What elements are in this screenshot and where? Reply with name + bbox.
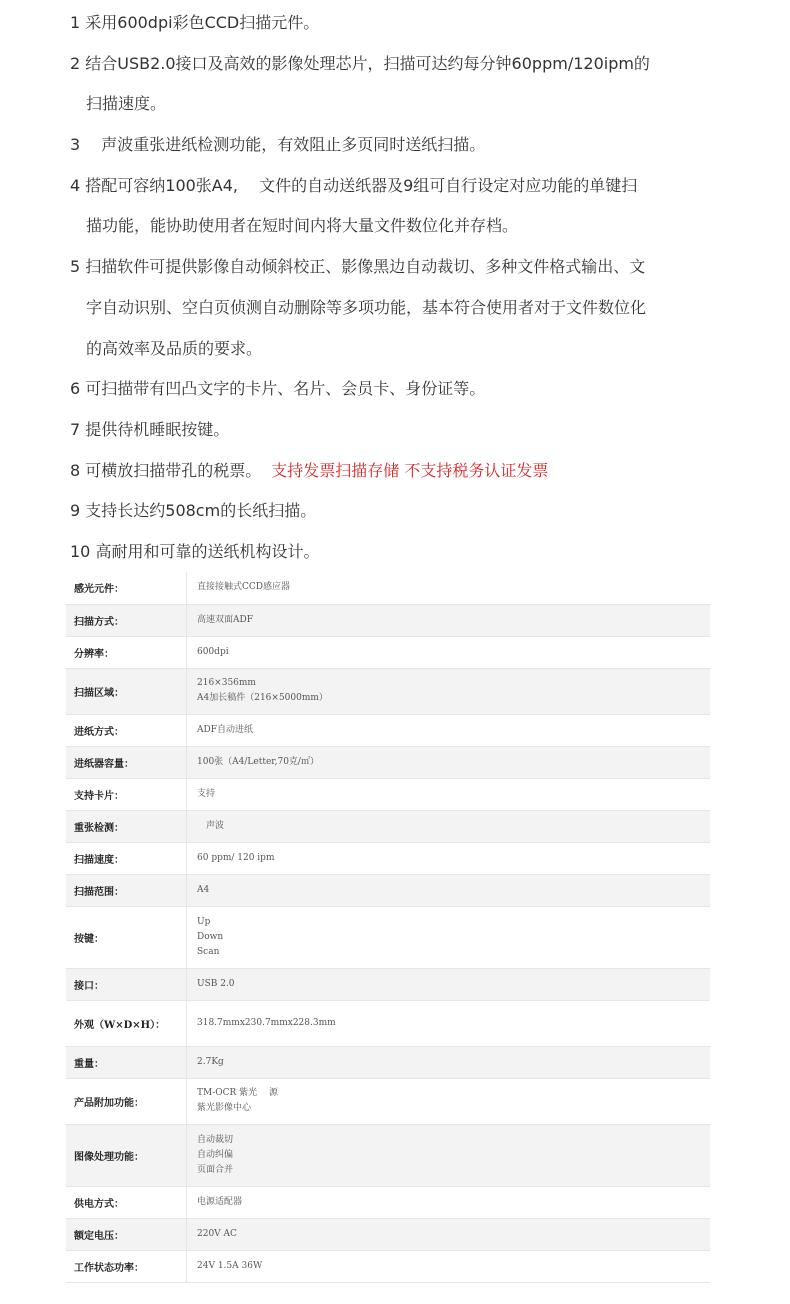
spec-value-line: 页面合并 — [197, 1164, 234, 1175]
spec-row — [66, 668, 710, 714]
feature-text: 1 采用600dpi彩色CCD扫描元件。 — [70, 13, 320, 32]
spec-row — [66, 746, 710, 778]
spec-row — [66, 778, 710, 810]
feature-line — [70, 132, 710, 173]
feature-line — [70, 458, 710, 499]
spec-value — [187, 1124, 711, 1186]
spec-row — [66, 1186, 710, 1218]
feature-item — [70, 458, 710, 499]
spec-row — [66, 842, 710, 874]
spec-value — [187, 810, 711, 842]
feature-line — [70, 173, 710, 214]
spec-value — [187, 1078, 711, 1124]
spec-value — [187, 906, 711, 968]
feature-line — [70, 498, 710, 539]
spec-value-line: 60 ppm/ 120 ipm — [197, 852, 275, 863]
spec-row — [66, 1250, 710, 1282]
spec-row — [66, 874, 710, 906]
feature-text: 描功能，能协助使用者在短时间内将大量文件数位化并存档。 — [86, 216, 519, 236]
spec-value-line: 高速双面ADF — [197, 614, 253, 625]
spec-label: 工作状态功率： — [66, 1250, 187, 1282]
spec-row — [66, 572, 710, 604]
spec-value-line: 紫光影像中心 — [197, 1103, 252, 1113]
spec-row — [66, 906, 710, 968]
spec-value — [187, 1000, 711, 1046]
invoice-note: 支持发票扫描存储 不支持税务认证发票 — [271, 460, 549, 480]
spec-value — [187, 1186, 711, 1218]
spec-value — [187, 604, 711, 636]
spec-label: 扫描范围： — [66, 874, 187, 906]
spec-value — [187, 572, 711, 604]
spec-value — [187, 778, 711, 810]
spec-value-line: 100张（A4/Letter,70克/㎡） — [197, 756, 319, 767]
feature-line — [70, 91, 710, 132]
spec-value-line: 24V 1.5A 36W — [197, 1260, 263, 1271]
spec-value — [187, 842, 711, 874]
feature-text: 9 支持长达约508cm的长纸扫描。 — [70, 501, 317, 521]
spec-value-line: Down — [197, 931, 224, 942]
feature-line — [70, 51, 710, 92]
spec-value — [187, 714, 711, 746]
spec-row — [66, 810, 710, 842]
spec-row — [66, 1078, 710, 1124]
feature-line — [70, 295, 710, 336]
spec-label: 扫描方式： — [66, 604, 187, 636]
feature-text: 5 扫描软件可提供影像自动倾斜校正、影像黑边自动裁切、多种文件格式输出、文 — [70, 257, 646, 277]
spec-value-line: 600dpi — [197, 646, 229, 657]
feature-line — [70, 376, 710, 417]
spec-label: 进纸方式： — [66, 714, 187, 746]
feature-item — [70, 132, 710, 173]
feature-line — [70, 336, 710, 377]
spec-label: 感光元件： — [66, 572, 187, 604]
spec-value — [187, 636, 711, 668]
feature-line — [70, 417, 710, 458]
spec-value-line: 声波 — [197, 820, 225, 831]
spec-value — [187, 1250, 711, 1282]
spec-row — [66, 1218, 710, 1250]
spec-value-line: 直接接触式CCD感应器 — [197, 582, 290, 593]
feature-text: 3 声波重张进纸检测功能，有效阻止多页同时送纸扫描。 — [70, 135, 486, 155]
spec-label: 接口： — [66, 968, 187, 1000]
spec-label: 额定电压： — [66, 1218, 187, 1250]
feature-text: 2 结合USB2.0接口及高效的影像处理芯片，扫描可达约每分钟60ppm/120ipm的 — [70, 53, 650, 73]
spec-label: 分辨率： — [66, 636, 187, 668]
feature-text: 扫描速度。 — [86, 94, 167, 114]
spec-value-line: A4 — [197, 884, 210, 895]
spec-label: 重量： — [66, 1046, 187, 1078]
spec-value — [187, 874, 711, 906]
feature-item — [70, 376, 710, 417]
spec-value — [187, 1218, 711, 1250]
spec-row — [66, 1124, 710, 1186]
feature-text: 的高效率及品质的要求。 — [86, 338, 263, 358]
spec-table — [66, 572, 710, 1283]
feature-text: 10 高耐用和可靠的送纸机构设计。 — [70, 541, 320, 561]
spec-value-line: 自动裁切 — [197, 1134, 234, 1145]
spec-label: 重张检测： — [66, 810, 187, 842]
spec-value — [187, 668, 711, 714]
spec-value-line: 自动纠偏 — [197, 1149, 234, 1160]
feature-item — [70, 254, 710, 376]
spec-label: 产品附加功能： — [66, 1078, 187, 1124]
spec-value — [187, 968, 711, 1000]
spec-value-line: 318.7mmx230.7mmx228.3mm — [197, 1017, 336, 1028]
spec-value-line: 电源适配器 — [197, 1196, 243, 1207]
feature-item — [70, 51, 710, 132]
feature-item — [70, 417, 710, 458]
spec-row — [66, 1000, 710, 1046]
spec-row — [66, 636, 710, 668]
feature-line — [70, 254, 710, 295]
feature-text: 6 可扫描带有凹凸文字的卡片、名片、会员卡、身份证等。 — [70, 379, 486, 399]
spec-label: 进纸器容量： — [66, 746, 187, 778]
spec-label: 支持卡片： — [66, 778, 187, 810]
feature-text: 7 提供待机睡眠按键。 — [70, 419, 230, 439]
feature-item — [70, 10, 710, 51]
feature-text: 4 搭配可容纳100张A4, 文件的自动送纸器及9组可自行设定对应功能的单键扫 — [70, 175, 638, 195]
spec-value-line: 2.7Kg — [197, 1056, 224, 1067]
feature-line — [70, 10, 710, 51]
spec-value-line: Scan — [197, 946, 220, 957]
spec-value-line: TM-OCR 紫光 源 — [197, 1088, 279, 1098]
feature-list — [70, 10, 710, 580]
spec-value-line: 216×356mm — [197, 678, 256, 688]
spec-row — [66, 604, 710, 636]
spec-label: 外观（W×D×H）： — [66, 1000, 187, 1046]
spec-value-line: 220V AC — [197, 1228, 237, 1239]
spec-value-line: Up — [197, 916, 211, 927]
spec-value-line: USB 2.0 — [197, 978, 235, 989]
spec-row — [66, 1046, 710, 1078]
feature-text: 8 可横放扫描带孔的税票。 — [70, 460, 262, 480]
spec-row — [66, 714, 710, 746]
spec-label: 扫描区域： — [66, 668, 187, 714]
spec-value — [187, 746, 711, 778]
feature-line — [70, 213, 710, 254]
feature-item — [70, 173, 710, 254]
spec-value-line: ADF自动进纸 — [197, 724, 253, 735]
spec-value — [187, 1046, 711, 1078]
spec-label: 供电方式： — [66, 1186, 187, 1218]
spec-value-line: A4加长稿件（216×5000mm） — [197, 693, 328, 703]
spec-label: 按键： — [66, 906, 187, 968]
spec-value-line: 支持 — [197, 788, 216, 799]
spec-label: 图像处理功能： — [66, 1124, 187, 1186]
spec-row — [66, 968, 710, 1000]
spec-label: 扫描速度： — [66, 842, 187, 874]
feature-text: 字自动识别、空白页侦测自动删除等多项功能，基本符合使用者对于文件数位化 — [86, 297, 647, 317]
feature-item — [70, 498, 710, 539]
